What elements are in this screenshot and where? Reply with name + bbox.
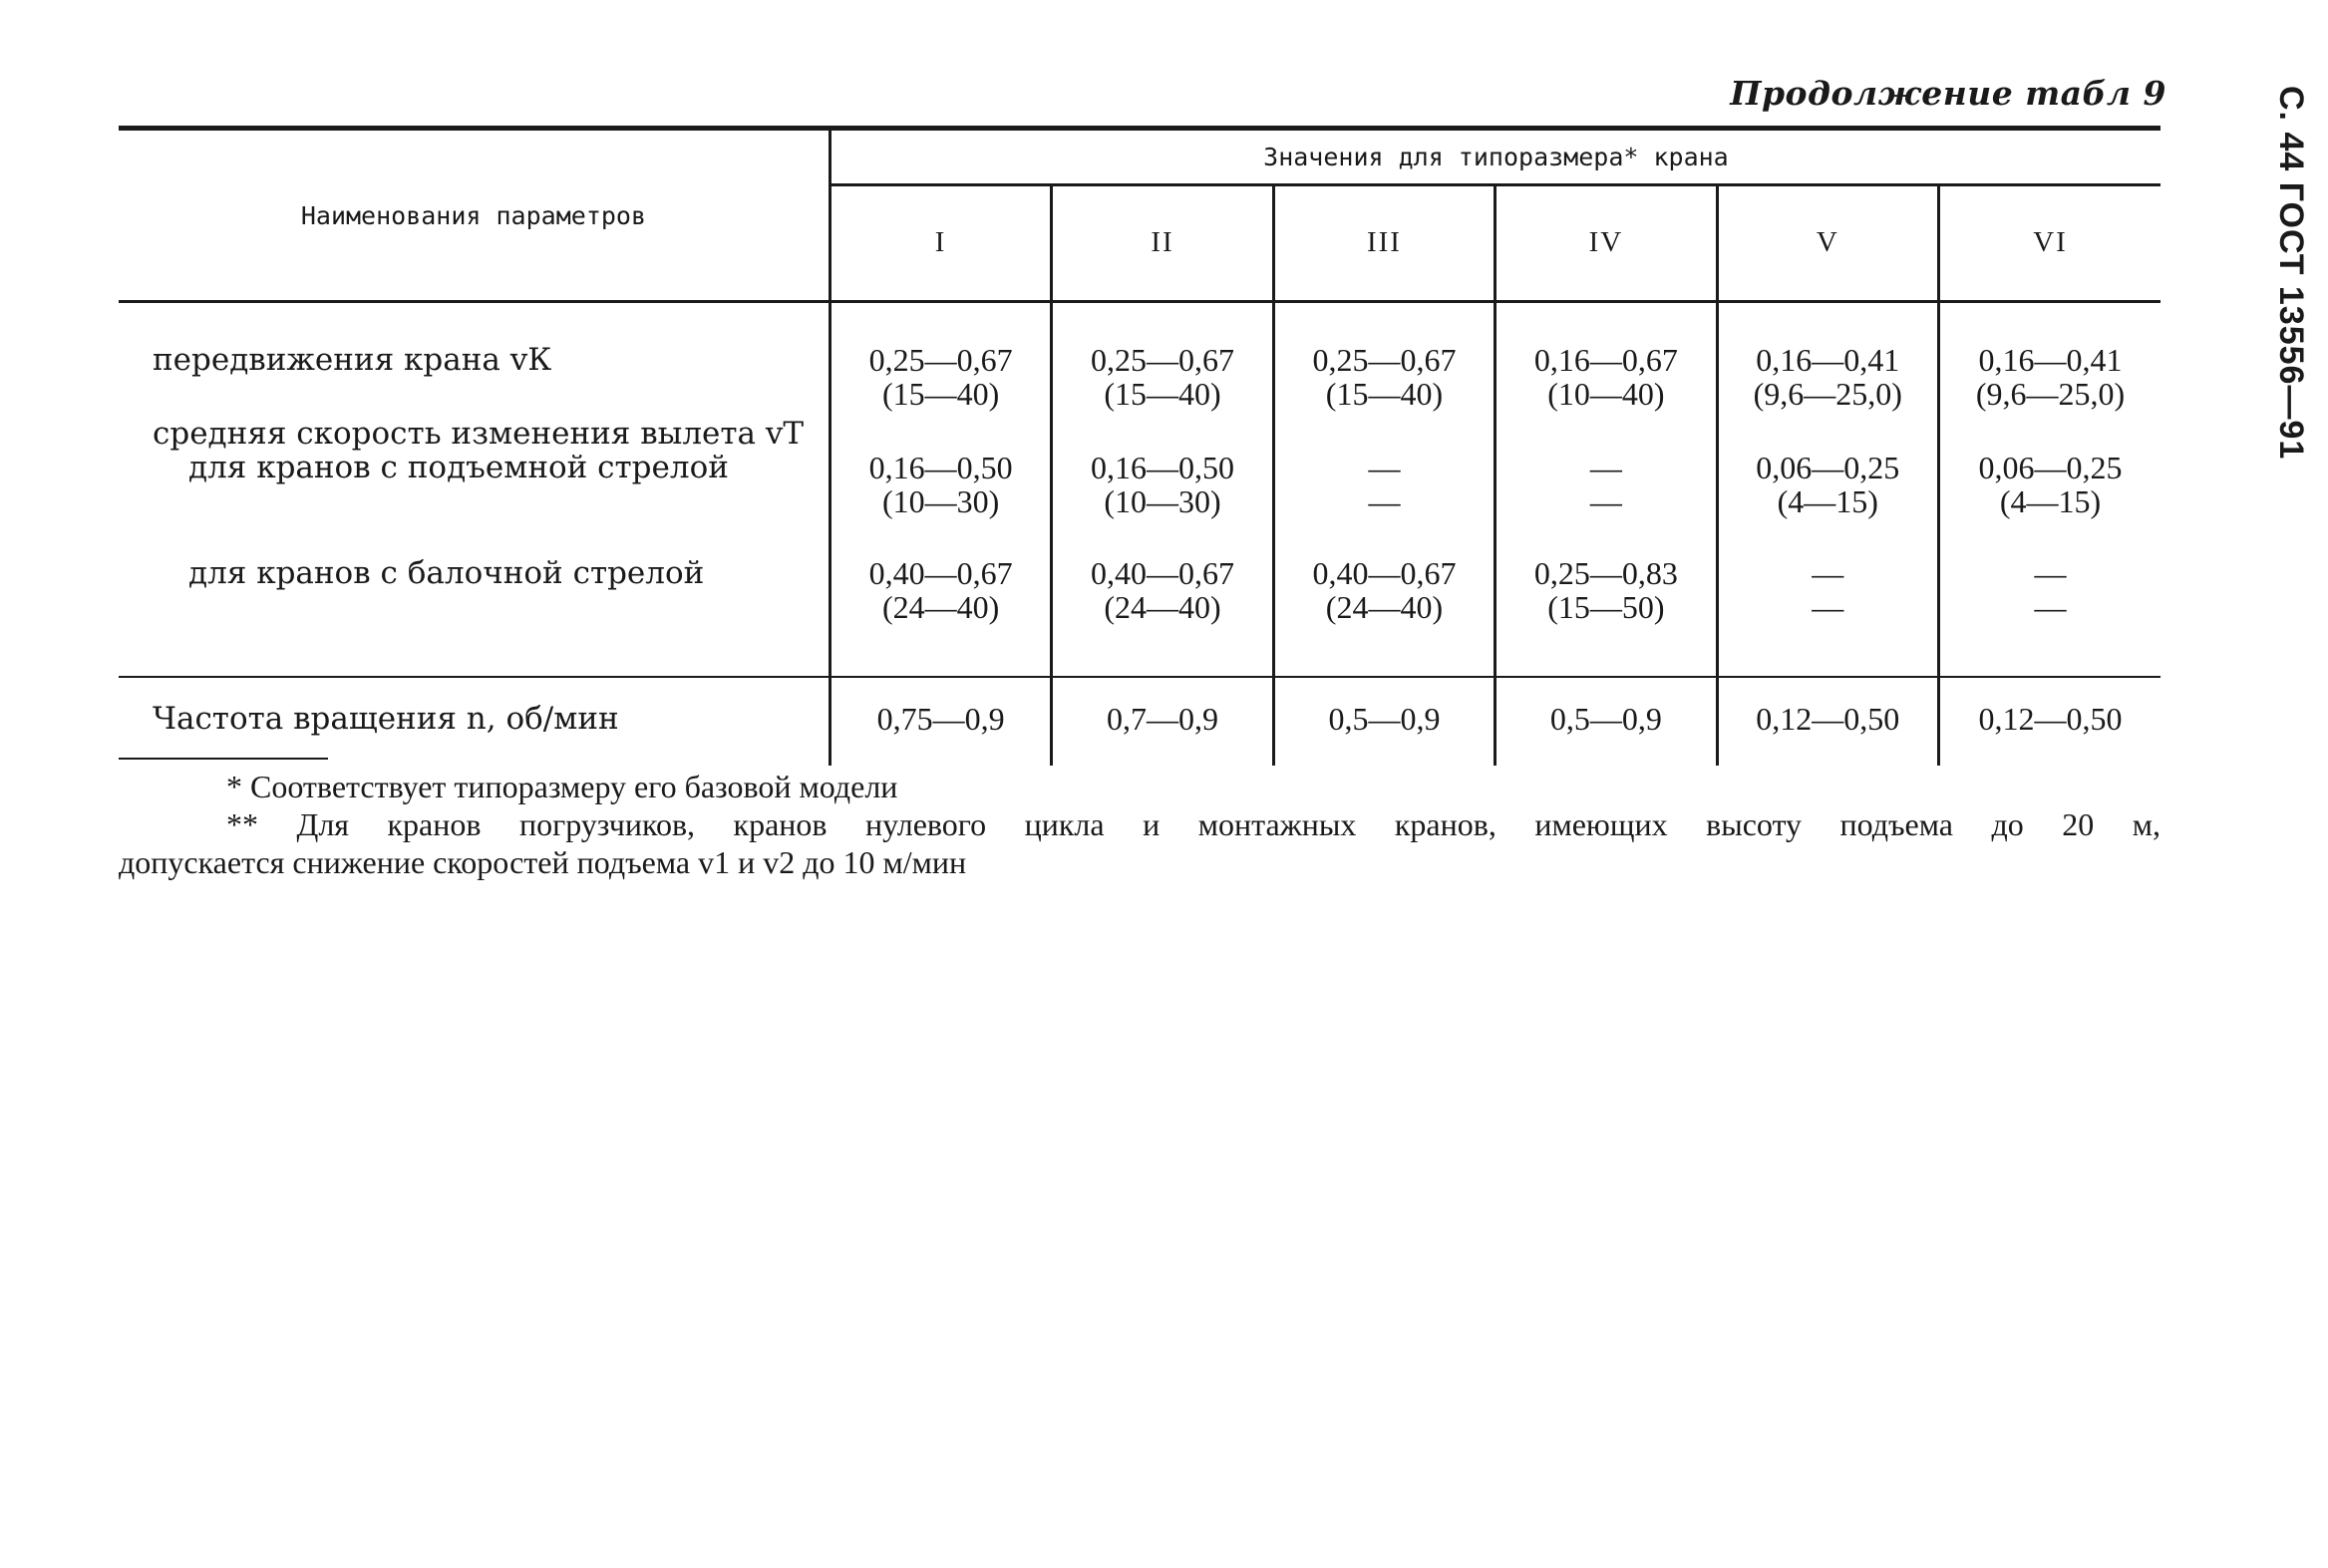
value-line: 0,16—0,50: [868, 450, 1013, 485]
table-row: [119, 415, 2161, 451]
footnote-2-line-2: допускается снижение скоростей подъема v1 и v2 до 10 м/мин: [119, 844, 967, 880]
value-cell: 0,5—0,9: [1496, 677, 1717, 766]
param-name: Частота вращения n, об/мин: [119, 677, 830, 766]
footnote-divider: [119, 758, 328, 760]
value-line: 0,16—0,41: [1978, 342, 2123, 378]
value-line: 0,25—0,67: [1312, 342, 1457, 378]
value-line: —: [1368, 483, 1401, 519]
value-line: (24—40): [881, 589, 1000, 625]
param-name: для кранов с подъемной стрелой: [119, 451, 830, 526]
value-cell: [1717, 526, 1938, 677]
value-line: (15—40): [1325, 376, 1444, 412]
value-line: 0,06—0,25: [1978, 450, 2123, 485]
size-header-2: II: [1052, 184, 1273, 301]
parameters-table: [119, 126, 2161, 766]
size-header-5: V: [1717, 184, 1938, 301]
footnotes: [119, 768, 2161, 881]
value-line: —: [1812, 589, 1844, 625]
size-header-3: III: [1273, 184, 1495, 301]
value-cell: 0,7—0,9: [1052, 677, 1273, 766]
value-cell: 0,5—0,9: [1273, 677, 1495, 766]
value-cell: [1496, 451, 1717, 526]
page-side-label: [2266, 86, 2314, 504]
value-line: (9,6—25,0): [1975, 376, 2126, 412]
value-line: (10—40): [1547, 376, 1665, 412]
param-name: для кранов с балочной стрелой: [119, 526, 830, 677]
value-line: —: [2034, 589, 2067, 625]
value-cell: [830, 302, 1051, 416]
value-line: —: [2034, 555, 2067, 591]
value-line: (15—50): [1547, 589, 1665, 625]
value-cell: [1273, 415, 1495, 451]
standard-reference: С. 44 ГОСТ 13556—91: [2272, 86, 2310, 461]
value-line: (15—40): [881, 376, 1000, 412]
continuation-caption: Продолжение табл 9: [1730, 74, 2166, 113]
value-line: —: [1589, 483, 1622, 519]
value-line: —: [1812, 555, 1844, 591]
value-cell: [1496, 526, 1717, 677]
value-cell: [1939, 302, 2162, 416]
value-cell: [830, 415, 1051, 451]
value-cell: 0,12—0,50: [1717, 677, 1938, 766]
value-cell: 0,12—0,50: [1978, 701, 2123, 737]
value-cell: [1717, 415, 1938, 451]
size-header-1: I: [830, 184, 1051, 301]
value-cell: [1939, 526, 2162, 677]
size-header-4: IV: [1496, 184, 1717, 301]
size-group-header: Значения для типоразмера* крана: [830, 129, 2161, 185]
value-cell: [1496, 302, 1717, 416]
value-cell: [1273, 451, 1495, 526]
value-line: 0,40—0,67: [1091, 555, 1235, 591]
size-header-6: VI: [1939, 184, 2162, 301]
value-cell: [830, 451, 1051, 526]
value-line: —: [1368, 450, 1401, 485]
value-cell: [1052, 526, 1273, 677]
value-cell: [1496, 415, 1717, 451]
value-line: 0,16—0,41: [1756, 342, 1900, 378]
table-row: [119, 302, 2161, 416]
value-line: (10—30): [1104, 483, 1221, 519]
value-line: (10—30): [881, 483, 1000, 519]
value-cell: [1273, 302, 1495, 416]
footnote-2-line-1: ** Для кранов погрузчиков, кранов нулевого цикла и монтажных кранов, имеющих высоту подъема до 20 м,: [226, 806, 2161, 842]
value-cell: [1052, 302, 1273, 416]
value-line: 0,25—0,83: [1533, 555, 1678, 591]
value-cell: [1052, 415, 1273, 451]
table-row: [119, 451, 2161, 526]
value-line: (9,6—25,0): [1753, 376, 1902, 412]
param-name: средняя скорость изменения вылета vТ: [119, 415, 830, 451]
value-line: (24—40): [1325, 589, 1444, 625]
table-row: [119, 526, 2161, 677]
value-cell: [1052, 451, 1273, 526]
footnote-1: * Соответствует типоразмеру его базовой модели: [226, 769, 898, 804]
value-line: 0,16—0,67: [1533, 342, 1678, 378]
value-line: 0,25—0,67: [868, 342, 1013, 378]
value-cell: [830, 526, 1051, 677]
value-cell: [1939, 415, 2162, 451]
param-name: передвижения крана vК: [119, 302, 830, 416]
value-line: 0,40—0,67: [868, 555, 1013, 591]
table-row: [119, 677, 2161, 766]
value-line: (24—40): [1104, 589, 1221, 625]
value-line: 0,16—0,50: [1091, 450, 1235, 485]
value-cell: [1717, 451, 1938, 526]
param-name-header: Наименования параметров: [119, 129, 830, 302]
value-line: (4—15): [1777, 483, 1878, 519]
value-line: 0,25—0,67: [1091, 342, 1235, 378]
value-line: (4—15): [1999, 483, 2102, 519]
value-line: —: [1589, 450, 1622, 485]
value-cell: [1273, 526, 1495, 677]
value-line: 0,06—0,25: [1756, 450, 1900, 485]
value-cell: 0,75—0,9: [830, 677, 1051, 766]
value-cell: [1939, 451, 2162, 526]
value-cell: [1717, 302, 1938, 416]
value-line: (15—40): [1104, 376, 1221, 412]
value-line: 0,40—0,67: [1312, 555, 1457, 591]
